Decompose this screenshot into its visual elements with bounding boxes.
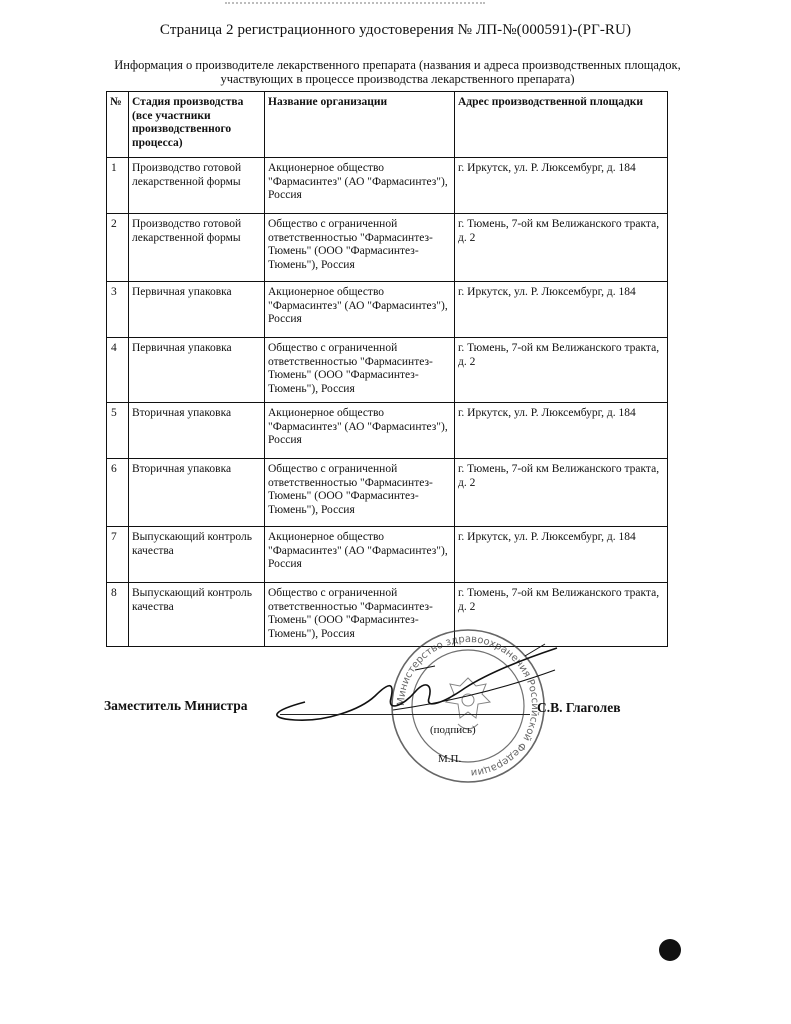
row-org: Акционерное общество "Фармасинтез" (АО "Фармасинтез"), Россия: [265, 282, 455, 338]
row-stage: Вторичная упаковка: [129, 403, 265, 459]
row-address: г. Иркутск, ул. Р. Люксембург, д. 184: [455, 403, 668, 459]
row-stage: Выпускающий контроль качества: [129, 583, 265, 647]
row-address: г. Тюмень, 7-ой км Велижанского тракта, д. 2: [455, 459, 668, 527]
table-row: [107, 158, 668, 214]
header-org: Название организации: [265, 92, 455, 158]
table-caption: [105, 58, 690, 86]
row-org: Акционерное общество "Фармасинтез" (АО "Фармасинтез"), Россия: [265, 527, 455, 583]
signatory-name: С.В. Глаголев: [537, 700, 621, 715]
row-org: Общество с ограниченной ответственностью "Фармасинтез-Тюмень" (ООО "Фармасинтез-Тюмень"), Россия: [265, 583, 455, 647]
row-num: 3: [107, 282, 129, 338]
row-address: г. Тюмень, 7-ой км Велижанского тракта, д. 2: [455, 338, 668, 403]
row-num: 5: [107, 403, 129, 459]
table-row: [107, 583, 668, 647]
row-stage: Выпускающий контроль качества: [129, 527, 265, 583]
header-stage: Стадия производства (все участники производственного процесса): [129, 92, 265, 158]
row-org: Акционерное общество "Фармасинтез" (АО "Фармасинтез"), Россия: [265, 403, 455, 459]
row-num: 7: [107, 527, 129, 583]
row-org: Акционерное общество "Фармасинтез" (АО "Фармасинтез"), Россия: [265, 158, 455, 214]
row-address: г. Тюмень, 7-ой км Велижанского тракта, д. 2: [455, 214, 668, 282]
scan-mark-dot: [659, 939, 681, 961]
table-row: [107, 527, 668, 583]
table-header-row: [107, 92, 668, 158]
header-address: Адрес производственной площадки: [455, 92, 668, 158]
seal-text: Министерство здравоохранения Российской Федерации: [395, 633, 541, 779]
row-address: г. Иркутск, ул. Р. Люксембург, д. 184: [455, 527, 668, 583]
table-row: [107, 214, 668, 282]
manufacturer-table: [106, 91, 668, 647]
row-num: 4: [107, 338, 129, 403]
row-stage: Производство готовой лекарственной формы: [129, 158, 265, 214]
row-org: Общество с ограниченной ответственностью "Фармасинтез-Тюмень" (ООО "Фармасинтез-Тюмень"), Россия: [265, 338, 455, 403]
table-row: [107, 338, 668, 403]
scan-noise: [225, 2, 485, 12]
table-caption-line-1: Информация о производителе лекарственного препарата (названия и адреса производственных площадок,: [114, 58, 681, 72]
row-num: 1: [107, 158, 129, 214]
handwritten-signature: [265, 640, 565, 730]
signature-caption: (подпись): [430, 724, 476, 736]
signatory-position: Заместитель Министра: [104, 698, 248, 713]
table-caption-line-2: участвующих в процессе производства лекарственного препарата): [220, 72, 575, 86]
row-org: Общество с ограниченной ответственностью "Фармасинтез-Тюмень" (ООО "Фармасинтез-Тюмень"), Россия: [265, 214, 455, 282]
row-num: 6: [107, 459, 129, 527]
row-address: г. Тюмень, 7-ой км Велижанского тракта, д. 2: [455, 583, 668, 647]
table-row: [107, 459, 668, 527]
row-stage: Вторичная упаковка: [129, 459, 265, 527]
row-stage: Первичная упаковка: [129, 338, 265, 403]
signature-line: [280, 714, 530, 715]
row-address: г. Иркутск, ул. Р. Люксембург, д. 184: [455, 282, 668, 338]
page-title: Страница 2 регистрационного удостоверения № ЛП-№(000591)-(РГ-RU): [159, 22, 632, 38]
row-address: г. Иркутск, ул. Р. Люксембург, д. 184: [455, 158, 668, 214]
row-num: 2: [107, 214, 129, 282]
header-num: №: [107, 92, 129, 158]
row-num: 8: [107, 583, 129, 647]
row-stage: Первичная упаковка: [129, 282, 265, 338]
table-row: [107, 403, 668, 459]
stamp-place-label: М.П.: [438, 753, 462, 765]
row-org: Общество с ограниченной ответственностью "Фармасинтез-Тюмень" (ООО "Фармасинтез-Тюмень"), Россия: [265, 459, 455, 527]
row-stage: Производство готовой лекарственной формы: [129, 214, 265, 282]
table-row: [107, 282, 668, 338]
